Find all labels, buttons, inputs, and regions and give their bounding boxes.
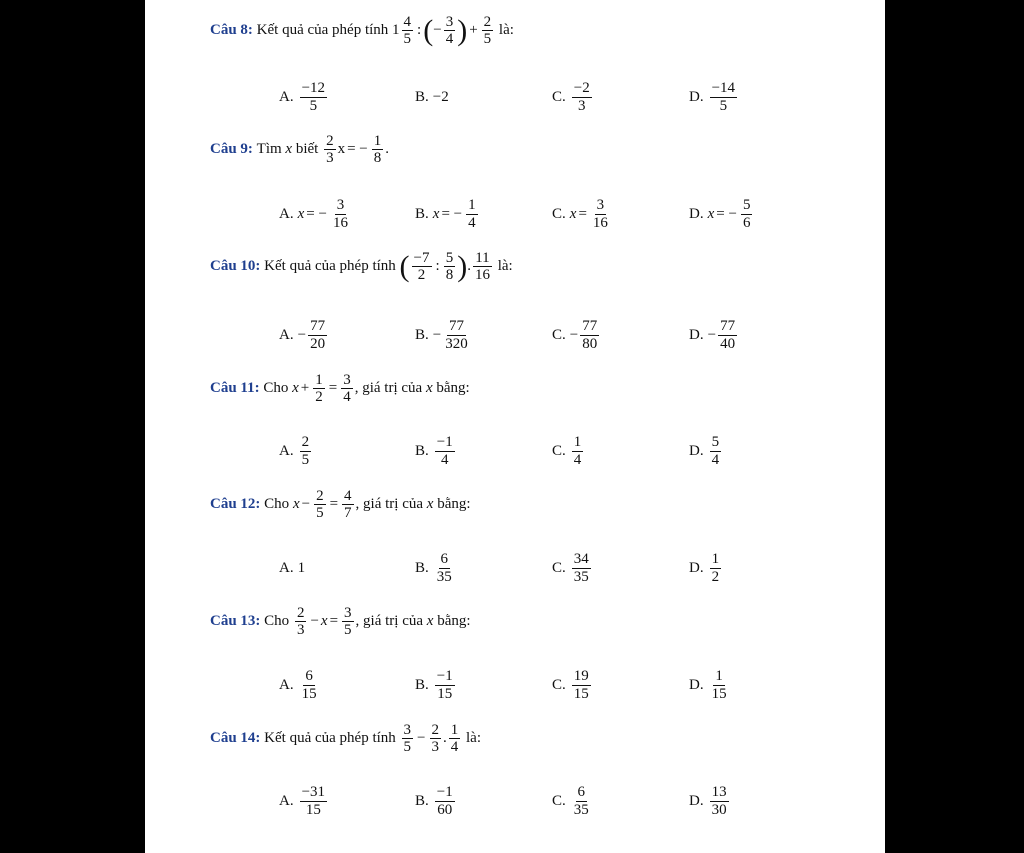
option-b[interactable] — [415, 543, 456, 593]
variable: x — [425, 380, 433, 397]
question-13 — [210, 605, 870, 638]
right-paren: ) — [457, 13, 468, 47]
fraction — [473, 250, 492, 283]
numerator: 2 — [326, 133, 334, 149]
denominator: 16 — [332, 214, 348, 231]
sign: − — [433, 22, 442, 39]
question-14 — [210, 722, 870, 755]
option-letter: C. — [552, 676, 566, 693]
denominator: 2 — [711, 568, 720, 585]
fraction — [572, 784, 591, 817]
answer-options — [279, 660, 839, 710]
equals: = — [329, 496, 339, 513]
fraction — [314, 488, 326, 521]
question-stem-text: Kết quả của phép tính — [264, 730, 396, 747]
option-b[interactable] — [415, 660, 457, 710]
numerator: −1 — [436, 434, 453, 451]
denominator: 16 — [592, 214, 608, 231]
variable: x — [426, 496, 434, 513]
answer-options — [279, 72, 839, 122]
option-a[interactable] — [279, 776, 329, 826]
option-a[interactable] — [279, 72, 329, 122]
denominator: 80 — [582, 335, 598, 352]
question-8 — [210, 14, 870, 47]
denominator: 4 — [468, 214, 476, 231]
numerator: −2 — [573, 80, 590, 97]
operator: − — [417, 730, 426, 747]
question-label: Câu 14: — [210, 730, 261, 747]
question-label: Câu 13: — [210, 613, 261, 630]
option-a[interactable] — [279, 310, 329, 360]
numerator: 2 — [301, 434, 310, 451]
option-letter: C. — [552, 559, 566, 576]
question-stem-text: bằng: — [436, 380, 470, 397]
left-paren: ( — [423, 13, 434, 47]
numerator: 4 — [403, 14, 412, 30]
numerator: 2 — [296, 605, 305, 621]
fraction — [435, 434, 455, 467]
variable: x — [292, 496, 300, 513]
option-a[interactable] — [279, 543, 305, 593]
operator: + — [469, 22, 478, 39]
variable: x — [285, 141, 293, 158]
option-letter: B. — [415, 792, 429, 809]
equals: = — [578, 205, 587, 222]
fraction — [300, 434, 312, 467]
option-letter: B. — [415, 326, 429, 343]
denominator: 2 — [417, 267, 426, 284]
option-a[interactable] — [279, 189, 352, 239]
variable: x — [432, 205, 440, 222]
question-stem-text: Cho — [264, 496, 290, 513]
numerator: 11 — [475, 250, 490, 266]
numerator: 77 — [720, 318, 736, 335]
option-letter: A. — [279, 442, 294, 459]
fraction — [443, 318, 470, 351]
variable: x — [297, 205, 305, 222]
question-label: Câu 10: — [210, 258, 261, 275]
operator: . — [443, 730, 447, 747]
fraction — [435, 668, 455, 701]
option-c[interactable] — [552, 660, 593, 710]
fraction — [342, 605, 354, 638]
equals: = − — [347, 141, 368, 158]
question-stem-text: , giá trị của — [354, 380, 423, 397]
variable: x — [707, 205, 715, 222]
option-d[interactable] — [689, 776, 731, 826]
fraction — [300, 784, 327, 817]
denominator: 320 — [445, 335, 468, 352]
option-letter: D. — [689, 88, 704, 105]
question-label: Câu 8: — [210, 22, 253, 39]
answer-options — [279, 189, 839, 239]
question-10 — [210, 250, 870, 283]
denominator: 5 — [309, 97, 318, 114]
fraction — [710, 784, 729, 817]
numerator: 5 — [445, 250, 454, 266]
option-letter: A. — [279, 326, 294, 343]
question-12 — [210, 488, 870, 521]
denominator: 5 — [316, 505, 324, 522]
option-c[interactable] — [552, 189, 612, 239]
fraction — [466, 197, 478, 230]
numerator: 77 — [448, 318, 464, 335]
denominator: 4 — [445, 31, 454, 48]
denominator: 60 — [437, 801, 453, 818]
answer-options — [279, 543, 839, 593]
fraction — [372, 133, 384, 166]
operator: + — [300, 380, 310, 397]
denominator: 5 — [301, 451, 310, 468]
question-stem-text: Kết quả của phép tính — [264, 258, 396, 275]
numerator: 6 — [305, 668, 313, 685]
variable: x — [426, 613, 434, 630]
denominator: 15 — [301, 685, 317, 702]
option-letter: A. — [279, 88, 294, 105]
sign: − — [707, 326, 717, 343]
option-d[interactable] — [689, 543, 723, 593]
option-letter: A. — [279, 559, 294, 576]
denominator: 4 — [441, 451, 449, 468]
left-paren: ( — [399, 249, 410, 283]
right-paren: ) — [457, 249, 468, 283]
fraction — [430, 722, 442, 755]
fraction — [572, 551, 591, 584]
numerator: 3 — [445, 14, 454, 30]
numerator: 1 — [315, 372, 323, 388]
question-stem-text: là: — [498, 22, 514, 39]
numerator: 1 — [468, 197, 476, 214]
operator: : — [417, 22, 422, 39]
fraction — [444, 14, 456, 47]
denominator: 3 — [326, 150, 334, 167]
denominator: 5 — [403, 739, 412, 756]
denominator: 2 — [315, 389, 323, 406]
option-letter: A. — [279, 205, 294, 222]
option-b[interactable] — [415, 776, 457, 826]
denominator: 40 — [720, 335, 736, 352]
denominator: 35 — [436, 568, 452, 585]
option-a[interactable] — [279, 426, 313, 476]
option-letter: B. — [415, 559, 429, 576]
fraction — [412, 250, 432, 283]
numerator: 2 — [431, 722, 440, 738]
fraction — [591, 197, 610, 230]
option-letter: D. — [689, 676, 704, 693]
question-stem-text: Kết quả của phép tính — [256, 22, 389, 39]
numerator: 6 — [440, 551, 449, 568]
numerator: −31 — [301, 784, 326, 801]
question-stem-text: Cho — [263, 380, 289, 397]
fraction — [300, 80, 327, 113]
question-label: Câu 11: — [210, 380, 260, 397]
option-a[interactable] — [279, 660, 321, 710]
numerator: −1 — [436, 668, 453, 685]
option-letter: B. — [415, 442, 429, 459]
denominator: 3 — [578, 97, 586, 114]
fraction — [341, 372, 353, 405]
denominator: 3 — [296, 622, 305, 639]
option-letter: C. — [552, 326, 566, 343]
denominator: 35 — [573, 568, 589, 585]
option-value: 1 — [297, 559, 306, 576]
question-stem-text: Cho — [264, 613, 290, 630]
sign: − — [297, 326, 307, 343]
numerator: 77 — [582, 318, 598, 335]
option-letter: B. — [415, 676, 429, 693]
option-letter: C. — [552, 792, 566, 809]
operator: . — [467, 258, 471, 275]
option-letter: C. — [552, 442, 566, 459]
numerator: 3 — [344, 605, 352, 621]
numerator: 3 — [336, 197, 345, 214]
fraction — [580, 318, 599, 351]
question-stem-text: , giá trị của — [355, 613, 424, 630]
denominator: 15 — [437, 685, 453, 702]
option-value: −2 — [432, 88, 449, 105]
option-d[interactable] — [689, 660, 731, 710]
numerator: 34 — [573, 551, 589, 568]
option-b[interactable] — [415, 310, 472, 360]
question-11 — [210, 372, 870, 405]
equals: = — [328, 380, 338, 397]
denominator: 20 — [310, 335, 326, 352]
option-letter: A. — [279, 792, 294, 809]
question-stem-text: biết — [295, 141, 319, 158]
answer-options — [279, 776, 839, 826]
option-b[interactable] — [415, 426, 457, 476]
numerator: 1 — [373, 133, 382, 149]
fraction — [710, 80, 737, 113]
question-9 — [210, 133, 870, 166]
denominator: 5 — [344, 622, 352, 639]
option-letter: D. — [689, 205, 704, 222]
numerator: 19 — [573, 668, 589, 685]
question-label: Câu 12: — [210, 496, 261, 513]
option-letter: C. — [552, 88, 566, 105]
whole-number: 1 — [392, 22, 400, 39]
option-letter: D. — [689, 326, 704, 343]
numerator: 3 — [403, 722, 412, 738]
option-c[interactable] — [552, 426, 585, 476]
answer-options — [279, 310, 839, 360]
fraction — [482, 14, 494, 47]
question-label: Câu 9: — [210, 141, 253, 158]
fraction — [402, 722, 414, 755]
fraction — [402, 14, 414, 47]
worksheet-page — [145, 0, 885, 853]
numerator: 1 — [573, 434, 582, 451]
denominator: 30 — [711, 801, 727, 818]
operator: : — [435, 258, 440, 275]
fraction — [449, 722, 461, 755]
fraction — [295, 605, 307, 638]
denominator: 4 — [450, 739, 459, 756]
option-d[interactable] — [689, 310, 739, 360]
fraction — [444, 250, 456, 283]
option-b[interactable] — [415, 72, 449, 122]
numerator: 3 — [596, 197, 605, 214]
numerator: 5 — [711, 434, 720, 451]
option-letter: B. — [415, 205, 429, 222]
fraction — [741, 197, 753, 230]
option-letter: B. — [415, 88, 429, 105]
option-d[interactable] — [689, 426, 723, 476]
fraction — [710, 668, 729, 701]
option-letter: C. — [552, 205, 566, 222]
equals: = − — [716, 205, 737, 222]
option-letter: D. — [689, 792, 704, 809]
fraction — [710, 551, 722, 584]
numerator: 77 — [310, 318, 326, 335]
denominator: 7 — [344, 505, 352, 522]
option-b[interactable] — [415, 189, 480, 239]
question-stem-text: , giá trị của — [355, 496, 424, 513]
operator: − — [310, 613, 319, 630]
question-stem-text: bằng: — [437, 496, 471, 513]
numerator: −7 — [413, 250, 430, 266]
variable: x — [320, 613, 328, 630]
fraction — [435, 784, 455, 817]
denominator: 8 — [445, 267, 454, 284]
numerator: 5 — [742, 197, 751, 214]
option-c[interactable] — [552, 543, 593, 593]
fraction — [313, 372, 325, 405]
numerator: 13 — [711, 784, 727, 801]
variable: x — [292, 380, 299, 397]
fraction — [718, 318, 737, 351]
denominator: 4 — [573, 451, 582, 468]
option-d[interactable] — [689, 189, 754, 239]
answer-options — [279, 426, 839, 476]
option-letter: D. — [689, 559, 704, 576]
fraction — [300, 668, 319, 701]
denominator: 4 — [343, 389, 351, 406]
fraction — [308, 318, 327, 351]
variable: x — [569, 205, 577, 222]
numerator: 2 — [483, 14, 492, 30]
denominator: 3 — [431, 739, 440, 756]
numerator: −14 — [711, 80, 736, 97]
option-c[interactable] — [552, 310, 601, 360]
numerator: 2 — [316, 488, 324, 504]
equals: = — [329, 613, 339, 630]
fraction — [572, 668, 591, 701]
fraction — [435, 551, 454, 584]
variable: x — [337, 141, 346, 158]
question-stem-text: là: — [466, 730, 482, 747]
denominator: 4 — [711, 451, 720, 468]
numerator: −1 — [436, 784, 453, 801]
fraction — [572, 434, 584, 467]
question-stem-text: bằng: — [437, 613, 471, 630]
equals: = − — [306, 205, 327, 222]
denominator: 5 — [403, 31, 412, 48]
denominator: 8 — [373, 150, 382, 167]
option-letter: D. — [689, 442, 704, 459]
sign: − — [432, 326, 442, 343]
question-stem-text: là: — [497, 258, 513, 275]
fraction — [710, 434, 722, 467]
sign: − — [569, 326, 579, 343]
denominator: 5 — [483, 31, 492, 48]
numerator: 4 — [344, 488, 352, 504]
equals: = − — [441, 205, 463, 222]
option-d[interactable] — [689, 72, 739, 122]
numerator: 3 — [343, 372, 351, 388]
numerator: 1 — [450, 722, 459, 738]
numerator: 6 — [577, 784, 586, 801]
fraction — [572, 80, 592, 113]
denominator: 15 — [711, 685, 727, 702]
fraction — [324, 133, 336, 166]
denominator: 15 — [573, 685, 589, 702]
numerator: −12 — [301, 80, 326, 97]
option-c[interactable] — [552, 776, 593, 826]
numerator: 1 — [715, 668, 723, 685]
numerator: 1 — [711, 551, 720, 568]
denominator: 6 — [742, 214, 751, 231]
fraction — [331, 197, 350, 230]
denominator: 5 — [719, 97, 728, 114]
punctuation: . — [385, 141, 390, 158]
operator: − — [301, 496, 311, 513]
denominator: 15 — [305, 801, 321, 818]
fraction — [342, 488, 354, 521]
question-stem-text: Tìm — [256, 141, 282, 158]
denominator: 16 — [474, 267, 490, 284]
denominator: 35 — [573, 801, 589, 818]
option-c[interactable] — [552, 72, 594, 122]
option-letter: A. — [279, 676, 294, 693]
